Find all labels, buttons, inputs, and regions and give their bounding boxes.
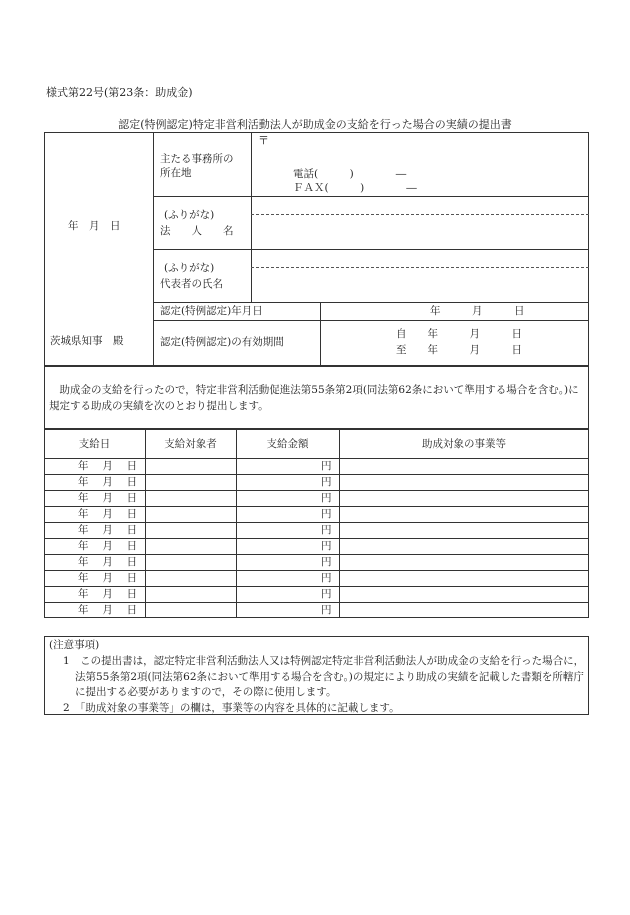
notes-heading: (注意事項) xyxy=(49,639,100,651)
row-date[interactable]: 年 月 日 xyxy=(78,460,138,472)
office-address-label-2: 所在地 xyxy=(160,167,192,179)
validity-from[interactable]: 自 年 月 日 xyxy=(396,328,522,340)
row-amount[interactable]: 円 xyxy=(321,460,332,472)
addressee: 茨城県知事 殿 xyxy=(50,335,124,347)
form-code: 様式第22号(第23条：助成金) xyxy=(46,86,193,99)
row-amount[interactable]: 円 xyxy=(321,492,332,504)
document-title: 認定(特例認定)特定非営利活動法人が助成金の支給を行った場合の実績の提出書 xyxy=(118,118,512,131)
row-date[interactable]: 年 月 日 xyxy=(78,540,138,552)
rep-furigana-label: (ふりがな) xyxy=(164,262,215,274)
row-amount[interactable]: 円 xyxy=(321,540,332,552)
postal-mark: 〒 xyxy=(258,134,269,147)
row-date[interactable]: 年 月 日 xyxy=(78,508,138,520)
row-amount[interactable]: 円 xyxy=(321,524,332,536)
col-header-recipient: 支給対象者 xyxy=(164,438,217,450)
validity-label: 認定(特例認定)の有効期間 xyxy=(160,336,284,348)
rep-name-label: 代表者の氏名 xyxy=(160,278,223,290)
office-address-label-1: 主たる事務所の xyxy=(160,153,234,165)
submission-date: 年 月 日 xyxy=(68,220,121,232)
row-date[interactable]: 年 月 日 xyxy=(78,556,138,568)
row-date[interactable]: 年 月 日 xyxy=(78,588,138,600)
row-amount[interactable]: 円 xyxy=(321,572,332,584)
note-item-1: 1 この提出書は，認定特定非営利活動法人又は特例認定特定非営利活動法人が助成金の支給を行った場合に，法第55条第2項(同法第62条において準用する場合を含む。)の規定により助成の実績を記載した書類を所轄庁に提出する必要がありますので，その際に使用します。 xyxy=(63,654,585,699)
cert-date-label: 認定(特例認定)年月日 xyxy=(160,305,263,317)
cert-date-value[interactable]: 年 月 日 xyxy=(430,305,525,317)
row-date[interactable]: 年 月 日 xyxy=(78,524,138,536)
corp-furigana-label: (ふりがな) xyxy=(164,209,215,221)
row-date[interactable]: 年 月 日 xyxy=(78,604,138,616)
notes xyxy=(49,638,587,717)
col-header-date: 支給日 xyxy=(78,438,111,450)
col-header-amount: 支給金額 xyxy=(266,438,309,450)
fax-field[interactable]: ＦＡＸ( ) ― xyxy=(293,182,417,194)
row-amount[interactable]: 円 xyxy=(321,508,332,520)
validity-to[interactable]: 至 年 月 日 xyxy=(396,344,522,356)
statement-text: 助成金の支給を行ったので，特定非営利活動促進法第55条第2項(同法第62条において準用する場合を含む。)に規定する助成の実績を次のとおり提出します。 xyxy=(49,384,579,413)
row-amount[interactable]: 円 xyxy=(321,556,332,568)
row-amount[interactable]: 円 xyxy=(321,604,332,616)
note-item-2: 2 「助成対象の事業等」の欄は，事業等の内容を具体的に記載します。 xyxy=(63,702,400,714)
corp-name-label: 法 人 名 xyxy=(160,225,234,237)
row-date[interactable]: 年 月 日 xyxy=(78,492,138,504)
row-amount[interactable]: 円 xyxy=(321,476,332,488)
row-date[interactable]: 年 月 日 xyxy=(78,572,138,584)
row-date[interactable]: 年 月 日 xyxy=(78,476,138,488)
phone-field[interactable]: 電話( ) ― xyxy=(293,168,407,180)
row-amount[interactable]: 円 xyxy=(321,588,332,600)
col-header-project: 助成対象の事業等 xyxy=(422,438,506,450)
